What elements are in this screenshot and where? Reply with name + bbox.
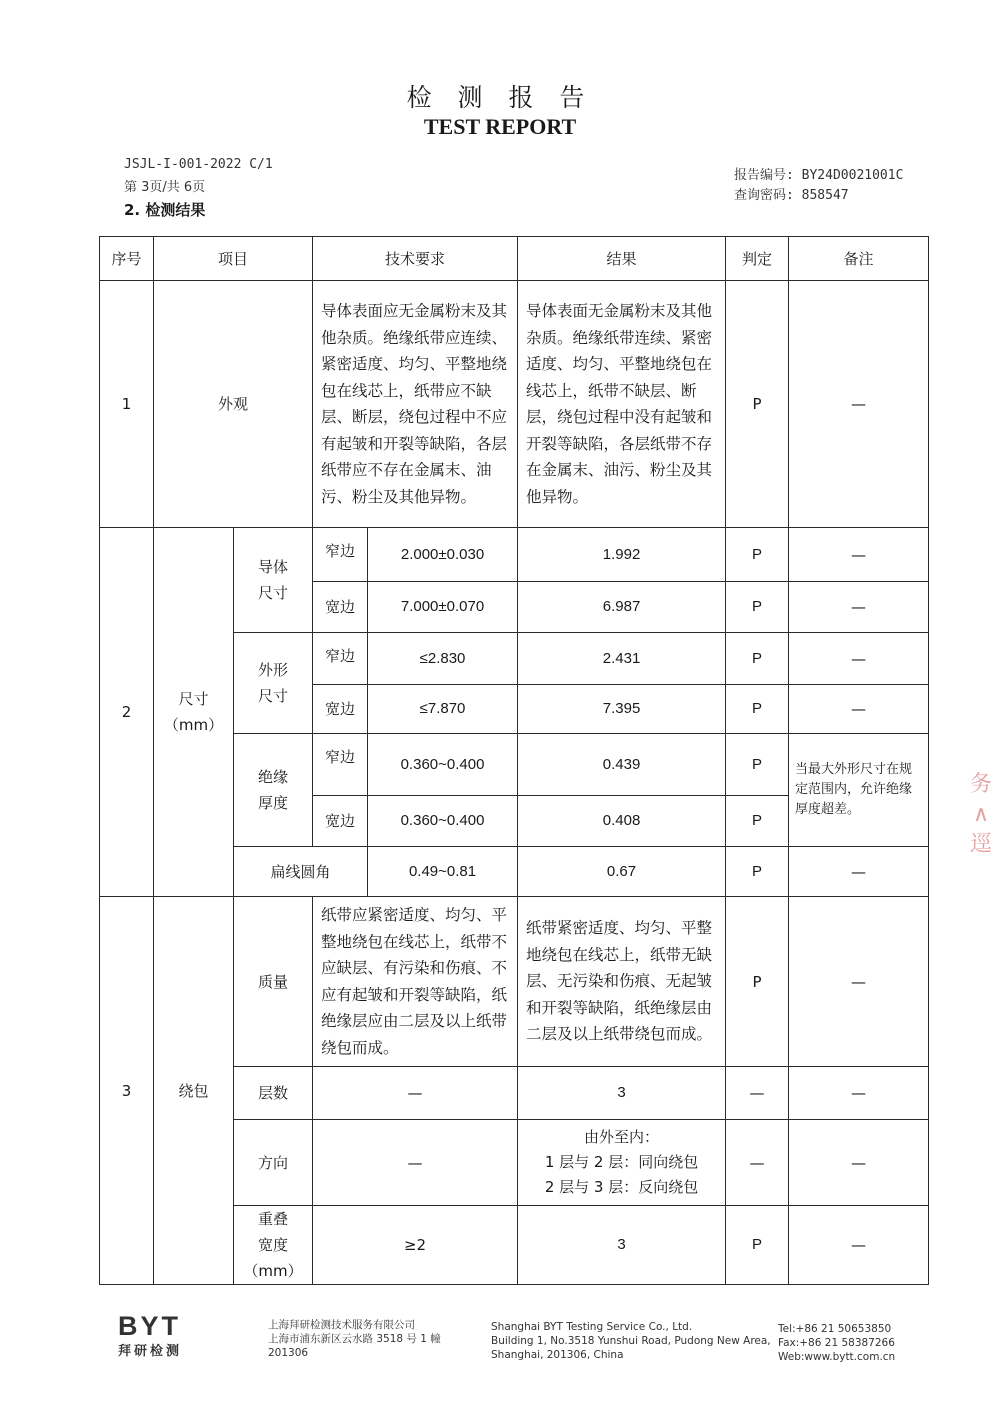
report-title-cn: 检 测 报 告 — [406, 83, 594, 112]
company-name-en: Shanghai BYT Testing Service Co., Ltd. — [491, 1321, 693, 1333]
telephone: Tel:+86 21 50653850 — [778, 1323, 892, 1335]
judgement-value: P — [726, 847, 789, 897]
result-value: 2.431 — [518, 633, 726, 685]
overlap-requirement: ≥2 — [313, 1206, 518, 1285]
judgement-value: P — [726, 796, 789, 847]
overlap-width-label: 重叠 宽度 （mm） — [234, 1206, 313, 1285]
layers-label: 层数 — [234, 1067, 313, 1120]
header-requirement: 技术要求 — [313, 237, 518, 281]
stamp-mark: 务 ∧ 逕 — [969, 772, 992, 857]
row1-judgement: P — [726, 281, 789, 528]
table-header-row — [100, 237, 929, 281]
result-value: 0.67 — [518, 847, 726, 897]
narrow-side-label: 窄边 — [313, 734, 368, 796]
header-item: 项目 — [154, 237, 313, 281]
company-logo — [118, 1311, 218, 1359]
query-code: 查询密码: 858547 — [734, 188, 849, 203]
quality-judgement: P — [726, 897, 789, 1067]
result-value: 6.987 — [518, 582, 726, 633]
judgement-value: P — [726, 734, 789, 796]
req-value: 0.360~0.400 — [368, 796, 518, 847]
req-value: ≤7.870 — [368, 685, 518, 734]
row1-remark: — — [789, 281, 929, 528]
logo-subtitle: 拜研检测 — [118, 1344, 183, 1359]
direction-label: 方向 — [234, 1120, 313, 1206]
direction-judgement: — — [726, 1120, 789, 1206]
overlap-judgement: P — [726, 1206, 789, 1285]
direction-result-line: 2 层与 3 层：反向绕包 — [544, 1178, 699, 1196]
layers-remark: — — [789, 1067, 929, 1120]
judgement-value: P — [726, 685, 789, 734]
direction-result-line: 由外至内： — [584, 1128, 660, 1146]
direction-remark: — — [789, 1120, 929, 1206]
result-value: 7.395 — [518, 685, 726, 734]
result-value: 0.408 — [518, 796, 726, 847]
result-value: 0.439 — [518, 734, 726, 796]
address-cn-line: 上海市浦东新区云水路 3518 号 1 幢 — [268, 1333, 441, 1345]
table-row — [100, 281, 929, 528]
narrow-side-label: 窄边 — [313, 528, 368, 582]
layers-requirement: — — [313, 1067, 518, 1120]
footer-en — [491, 1320, 771, 1362]
report-title-en: TEST REPORT — [423, 114, 577, 139]
row3-no: 3 — [100, 897, 154, 1285]
direction-requirement: — — [313, 1120, 518, 1206]
fax: Fax:+86 21 58387266 — [778, 1337, 895, 1349]
direction-result-line: 1 层与 2 层：同向绕包 — [544, 1153, 699, 1171]
insulation-thickness-label: 绝缘 厚度 — [234, 734, 313, 847]
remark-value: — — [789, 582, 929, 633]
address-en-line: Building 1, No.3518 Yunshui Road, Pudong New Area, — [491, 1335, 771, 1347]
req-value: ≤2.830 — [368, 633, 518, 685]
address-en-line: Shanghai, 201306, China — [491, 1349, 624, 1361]
req-value: 0.360~0.400 — [368, 734, 518, 796]
quality-label: 质量 — [234, 897, 313, 1067]
doc-code: JSJL-I-001-2022 C/1 — [124, 157, 273, 172]
row2-item: 尺寸 （mm） — [154, 528, 234, 897]
judgement-value: P — [726, 633, 789, 685]
wide-side-label: 宽边 — [313, 582, 368, 633]
req-value: 2.000±0.030 — [368, 528, 518, 582]
page-info: 第 3页/共 6页 — [124, 180, 206, 195]
conductor-size-label: 导体 尺寸 — [234, 528, 313, 633]
req-value: 0.49~0.81 — [368, 847, 518, 897]
website: Web:www.bytt.com.cn — [778, 1351, 896, 1363]
quality-requirement: 纸带应紧密适度、均匀、平整地绕包在线芯上，纸带不应缺层、有污染和伤痕、不应有起皱和开裂等缺陷，纸绝缘层应由二层及以上纸带绕包而成。 — [313, 897, 518, 1067]
narrow-side-label: 窄边 — [313, 633, 368, 685]
judgement-value: P — [726, 528, 789, 582]
header-remark: 备注 — [789, 237, 929, 281]
row1-item: 外观 — [154, 281, 313, 528]
row1-result: 导体表面无金属粉末及其他杂质。绝缘纸带连续、紧密适度、均匀、平整地绕包在线芯上，纸带不缺层、断层，绕包过程中没有起皱和开裂等缺陷，各层纸带不存在金属末、油污、粉尘及其他异物。 — [518, 281, 726, 528]
address-cn-line: 201306 — [268, 1347, 309, 1359]
table-row — [100, 528, 929, 582]
remark-value: — — [789, 528, 929, 582]
outer-size-label: 外形 尺寸 — [234, 633, 313, 734]
footer-contact — [778, 1322, 895, 1364]
result-value: 1.992 — [518, 528, 726, 582]
row3-item: 绕包 — [154, 897, 234, 1285]
wide-side-label: 宽边 — [313, 685, 368, 734]
header-no: 序号 — [100, 237, 154, 281]
direction-result — [518, 1120, 726, 1206]
results-table — [99, 236, 929, 1285]
footer-cn — [268, 1318, 441, 1360]
remark-value: — — [789, 633, 929, 685]
remark-value: — — [789, 685, 929, 734]
req-value: 7.000±0.070 — [368, 582, 518, 633]
overlap-result: 3 — [518, 1206, 726, 1285]
row1-no: 1 — [100, 281, 154, 528]
layers-result: 3 — [518, 1067, 726, 1120]
overlap-remark: — — [789, 1206, 929, 1285]
insulation-remark: 当最大外形尺寸在规定范围内，允许绝缘厚度超差。 — [789, 734, 929, 847]
quality-remark: — — [789, 897, 929, 1067]
logo-text: BYT — [118, 1311, 181, 1341]
report-number: 报告编号: BY24D0021001C — [734, 168, 904, 183]
judgement-value: P — [726, 582, 789, 633]
header-result: 结果 — [518, 237, 726, 281]
wide-side-label: 宽边 — [313, 796, 368, 847]
row2-no: 2 — [100, 528, 154, 897]
row1-requirement: 导体表面应无金属粉末及其他杂质。绝缘纸带应连续、紧密适度、均匀、平整地绕包在线芯上，纸带应不缺层、断层，绕包过程中不应有起皱和开裂等缺陷，各层纸带应不存在金属末、油污、粉尘及其他异物。 — [313, 281, 518, 528]
section-title: 2. 检测结果 — [124, 201, 206, 219]
corner-radius-label: 扁线圆角 — [234, 847, 368, 897]
quality-result: 纸带紧密适度、均匀、平整地绕包在线芯上，纸带无缺层、无污染和伤痕、无起皱和开裂等缺陷，纸绝缘层由二层及以上纸带绕包而成。 — [518, 897, 726, 1067]
table-row — [100, 897, 929, 1067]
remark-value: — — [789, 847, 929, 897]
header-judgement: 判定 — [726, 237, 789, 281]
company-name-cn: 上海拜研检测技术服务有限公司 — [268, 1319, 415, 1331]
layers-judgement: — — [726, 1067, 789, 1120]
